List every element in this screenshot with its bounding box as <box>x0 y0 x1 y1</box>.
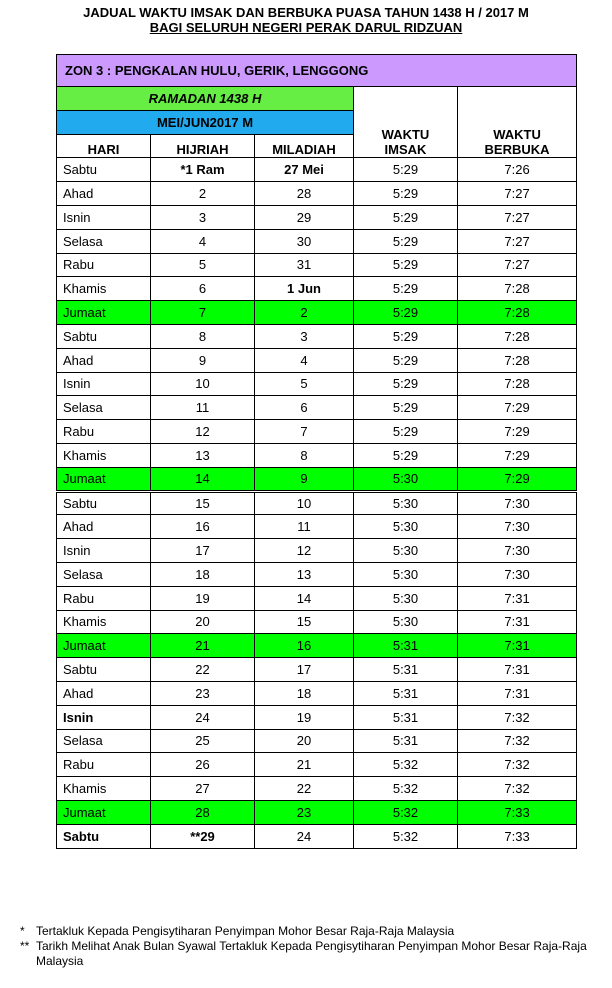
hijriah-cell: 3 <box>151 205 255 229</box>
imsak-cell: 5:31 <box>354 705 458 729</box>
hijriah-cell: 16 <box>151 515 255 539</box>
table-row <box>57 491 577 515</box>
berbuka-cell: 7:32 <box>458 777 577 801</box>
miladiah-cell: 5 <box>255 372 354 396</box>
berbuka-cell: 7:32 <box>458 705 577 729</box>
hijriah-cell: 23 <box>151 681 255 705</box>
miladiah-cell: 27 Mei <box>255 158 354 182</box>
hari-cell: Jumaat <box>57 301 151 325</box>
miladiah-cell: 31 <box>255 253 354 277</box>
table-row <box>57 800 577 824</box>
hari-cell: Selasa <box>57 562 151 586</box>
hari-cell: Sabtu <box>57 824 151 848</box>
imsak-cell: 5:29 <box>354 396 458 420</box>
table-row <box>57 729 577 753</box>
hijriah-cell: 5 <box>151 253 255 277</box>
hijriah-cell: 28 <box>151 800 255 824</box>
hijriah-column-header: HIJRIAH <box>151 134 255 158</box>
berbuka-cell: 7:27 <box>458 205 577 229</box>
table-row <box>57 324 577 348</box>
table-row <box>57 420 577 444</box>
miladiah-cell: 2 <box>255 301 354 325</box>
hari-cell: Ahad <box>57 681 151 705</box>
footnote-mark: ** <box>20 939 30 953</box>
ramadan-header: RAMADAN 1438 H <box>57 87 354 111</box>
imsak-cell: 5:30 <box>354 610 458 634</box>
miladiah-cell: 13 <box>255 562 354 586</box>
berbuka-cell: 7:29 <box>458 467 577 491</box>
hijriah-cell: 27 <box>151 777 255 801</box>
footnotes <box>20 924 600 969</box>
berbuka-cell: 7:31 <box>458 634 577 658</box>
berbuka-cell: 7:30 <box>458 515 577 539</box>
document-title: JADUAL WAKTU IMSAK DAN BERBUKA PUASA TAHUN 1438 H / 2017 M <box>83 5 529 20</box>
footnote <box>20 939 600 969</box>
berbuka-cell: 7:30 <box>458 539 577 563</box>
hijriah-cell: 10 <box>151 372 255 396</box>
hari-cell: Rabu <box>57 253 151 277</box>
berbuka-cell: 7:28 <box>458 372 577 396</box>
imsak-cell: 5:32 <box>354 800 458 824</box>
hari-cell: Ahad <box>57 182 151 206</box>
miladiah-cell: 12 <box>255 539 354 563</box>
hijriah-cell: 13 <box>151 443 255 467</box>
hari-cell: Isnin <box>57 372 151 396</box>
table-row <box>57 253 577 277</box>
table-row <box>57 777 577 801</box>
berbuka-cell: 7:26 <box>458 158 577 182</box>
table-row <box>57 301 577 325</box>
hari-cell: Jumaat <box>57 800 151 824</box>
imsak-cell: 5:29 <box>354 277 458 301</box>
table-row <box>57 443 577 467</box>
miladiah-cell: 8 <box>255 443 354 467</box>
imsak-column-header: WAKTU IMSAK <box>354 87 458 158</box>
hari-cell: Sabtu <box>57 158 151 182</box>
imsak-cell: 5:29 <box>354 372 458 396</box>
hijriah-cell: 4 <box>151 229 255 253</box>
berbuka-cell: 7:29 <box>458 420 577 444</box>
imsak-cell: 5:29 <box>354 324 458 348</box>
imsak-cell: 5:32 <box>354 753 458 777</box>
table-row <box>57 182 577 206</box>
berbuka-cell: 7:27 <box>458 253 577 277</box>
imsak-cell: 5:29 <box>354 158 458 182</box>
hari-cell: Khamis <box>57 610 151 634</box>
miladiah-cell: 29 <box>255 205 354 229</box>
imsak-cell: 5:32 <box>354 777 458 801</box>
footnote-text: Tertakluk Kepada Pengisytiharan Penyimpan Mohor Besar Raja-Raja Malaysia <box>36 924 455 938</box>
miladiah-cell: 7 <box>255 420 354 444</box>
table-row <box>57 348 577 372</box>
miladiah-cell: 6 <box>255 396 354 420</box>
miladiah-cell: 21 <box>255 753 354 777</box>
table-row <box>57 586 577 610</box>
imsak-cell: 5:30 <box>354 515 458 539</box>
table-row <box>57 229 577 253</box>
imsak-cell: 5:31 <box>354 681 458 705</box>
miladiah-cell: 20 <box>255 729 354 753</box>
footnote-text: Tarikh Melihat Anak Bulan Syawal Tertakluk Kepada Pengisytiharan Penyimpan Mohor Besar Raja-Raja Malaysia <box>36 939 587 968</box>
imsak-cell: 5:29 <box>354 205 458 229</box>
table-row <box>57 562 577 586</box>
hari-cell: Selasa <box>57 396 151 420</box>
zone-header: ZON 3 : PENGKALAN HULU, GERIK, LENGGONG <box>57 55 577 87</box>
hijriah-cell: 6 <box>151 277 255 301</box>
imsak-cell: 5:29 <box>354 253 458 277</box>
miladiah-column-header: MILADIAH <box>255 134 354 158</box>
hari-cell: Selasa <box>57 229 151 253</box>
miladiah-cell: 28 <box>255 182 354 206</box>
hari-cell: Isnin <box>57 539 151 563</box>
miladiah-cell: 11 <box>255 515 354 539</box>
berbuka-cell: 7:30 <box>458 491 577 515</box>
hijriah-cell: 9 <box>151 348 255 372</box>
imsak-cell: 5:29 <box>354 420 458 444</box>
berbuka-cell: 7:28 <box>458 277 577 301</box>
table-row <box>57 824 577 848</box>
hari-cell: Isnin <box>57 205 151 229</box>
miladiah-cell: 19 <box>255 705 354 729</box>
berbuka-cell: 7:29 <box>458 443 577 467</box>
imsak-cell: 5:30 <box>354 586 458 610</box>
hijriah-cell: 8 <box>151 324 255 348</box>
berbuka-cell: 7:29 <box>458 396 577 420</box>
hijriah-cell: 19 <box>151 586 255 610</box>
hari-cell: Rabu <box>57 753 151 777</box>
hari-cell: Sabtu <box>57 658 151 682</box>
document-subtitle: BAGI SELURUH NEGERI PERAK DARUL RIDZUAN <box>149 20 463 35</box>
berbuka-cell: 7:32 <box>458 753 577 777</box>
table-row <box>57 515 577 539</box>
berbuka-cell: 7:28 <box>458 301 577 325</box>
miladiah-cell: 24 <box>255 824 354 848</box>
hijriah-cell: 21 <box>151 634 255 658</box>
hijriah-cell: 20 <box>151 610 255 634</box>
miladiah-cell: 30 <box>255 229 354 253</box>
hari-cell: Isnin <box>57 705 151 729</box>
table-row <box>57 658 577 682</box>
hari-cell: Rabu <box>57 420 151 444</box>
berbuka-cell: 7:31 <box>458 586 577 610</box>
hari-cell: Jumaat <box>57 634 151 658</box>
miladiah-cell: 3 <box>255 324 354 348</box>
table-row <box>57 753 577 777</box>
berbuka-cell: 7:28 <box>458 348 577 372</box>
hijriah-cell: 17 <box>151 539 255 563</box>
berbuka-column-header: WAKTU BERBUKA <box>458 87 577 158</box>
hijriah-cell: 22 <box>151 658 255 682</box>
table-row <box>57 205 577 229</box>
imsak-cell: 5:31 <box>354 658 458 682</box>
table-row <box>57 372 577 396</box>
hari-cell: Ahad <box>57 348 151 372</box>
berbuka-cell: 7:31 <box>458 658 577 682</box>
imsak-cell: 5:30 <box>354 539 458 563</box>
imsak-cell: 5:29 <box>354 301 458 325</box>
hijriah-cell: 18 <box>151 562 255 586</box>
hijriah-cell: 14 <box>151 467 255 491</box>
miladiah-cell: 15 <box>255 610 354 634</box>
table-row <box>57 705 577 729</box>
table-row <box>57 396 577 420</box>
table-row <box>57 610 577 634</box>
berbuka-cell: 7:31 <box>458 610 577 634</box>
hari-cell: Sabtu <box>57 491 151 515</box>
berbuka-cell: 7:30 <box>458 562 577 586</box>
imsak-cell: 5:32 <box>354 824 458 848</box>
hari-cell: Selasa <box>57 729 151 753</box>
hari-cell: Rabu <box>57 586 151 610</box>
hijriah-cell: 11 <box>151 396 255 420</box>
miladiah-cell: 23 <box>255 800 354 824</box>
berbuka-cell: 7:33 <box>458 824 577 848</box>
hijriah-cell: 2 <box>151 182 255 206</box>
table-row <box>57 681 577 705</box>
miladiah-cell: 1 Jun <box>255 277 354 301</box>
footnote-mark: * <box>20 924 25 938</box>
hijriah-cell: **29 <box>151 824 255 848</box>
miladiah-cell: 14 <box>255 586 354 610</box>
table-row <box>57 634 577 658</box>
miladiah-cell: 22 <box>255 777 354 801</box>
hijriah-cell: 25 <box>151 729 255 753</box>
miladiah-cell: 10 <box>255 491 354 515</box>
schedule-table <box>56 54 577 849</box>
hijriah-cell: 12 <box>151 420 255 444</box>
imsak-cell: 5:31 <box>354 729 458 753</box>
table-row <box>57 277 577 301</box>
hari-column-header: HARI <box>57 134 151 158</box>
hijriah-cell: 7 <box>151 301 255 325</box>
imsak-cell: 5:29 <box>354 229 458 253</box>
berbuka-cell: 7:28 <box>458 324 577 348</box>
hari-cell: Ahad <box>57 515 151 539</box>
berbuka-cell: 7:27 <box>458 182 577 206</box>
table-row <box>57 539 577 563</box>
hijriah-cell: *1 Ram <box>151 158 255 182</box>
month-header: MEI/JUN2017 M <box>57 110 354 134</box>
imsak-cell: 5:29 <box>354 443 458 467</box>
berbuka-cell: 7:33 <box>458 800 577 824</box>
imsak-cell: 5:30 <box>354 491 458 515</box>
berbuka-cell: 7:32 <box>458 729 577 753</box>
hari-cell: Sabtu <box>57 324 151 348</box>
miladiah-cell: 4 <box>255 348 354 372</box>
imsak-cell: 5:31 <box>354 634 458 658</box>
imsak-cell: 5:30 <box>354 467 458 491</box>
berbuka-cell: 7:27 <box>458 229 577 253</box>
hari-cell: Jumaat <box>57 467 151 491</box>
hari-cell: Khamis <box>57 277 151 301</box>
footnote <box>20 924 600 939</box>
miladiah-cell: 18 <box>255 681 354 705</box>
hijriah-cell: 24 <box>151 705 255 729</box>
miladiah-cell: 9 <box>255 467 354 491</box>
table-row <box>57 158 577 182</box>
imsak-cell: 5:30 <box>354 562 458 586</box>
hari-cell: Khamis <box>57 443 151 467</box>
hari-cell: Khamis <box>57 777 151 801</box>
miladiah-cell: 17 <box>255 658 354 682</box>
hijriah-cell: 26 <box>151 753 255 777</box>
hijriah-cell: 15 <box>151 491 255 515</box>
berbuka-cell: 7:31 <box>458 681 577 705</box>
imsak-cell: 5:29 <box>354 182 458 206</box>
table-row <box>57 467 577 491</box>
miladiah-cell: 16 <box>255 634 354 658</box>
imsak-cell: 5:29 <box>354 348 458 372</box>
